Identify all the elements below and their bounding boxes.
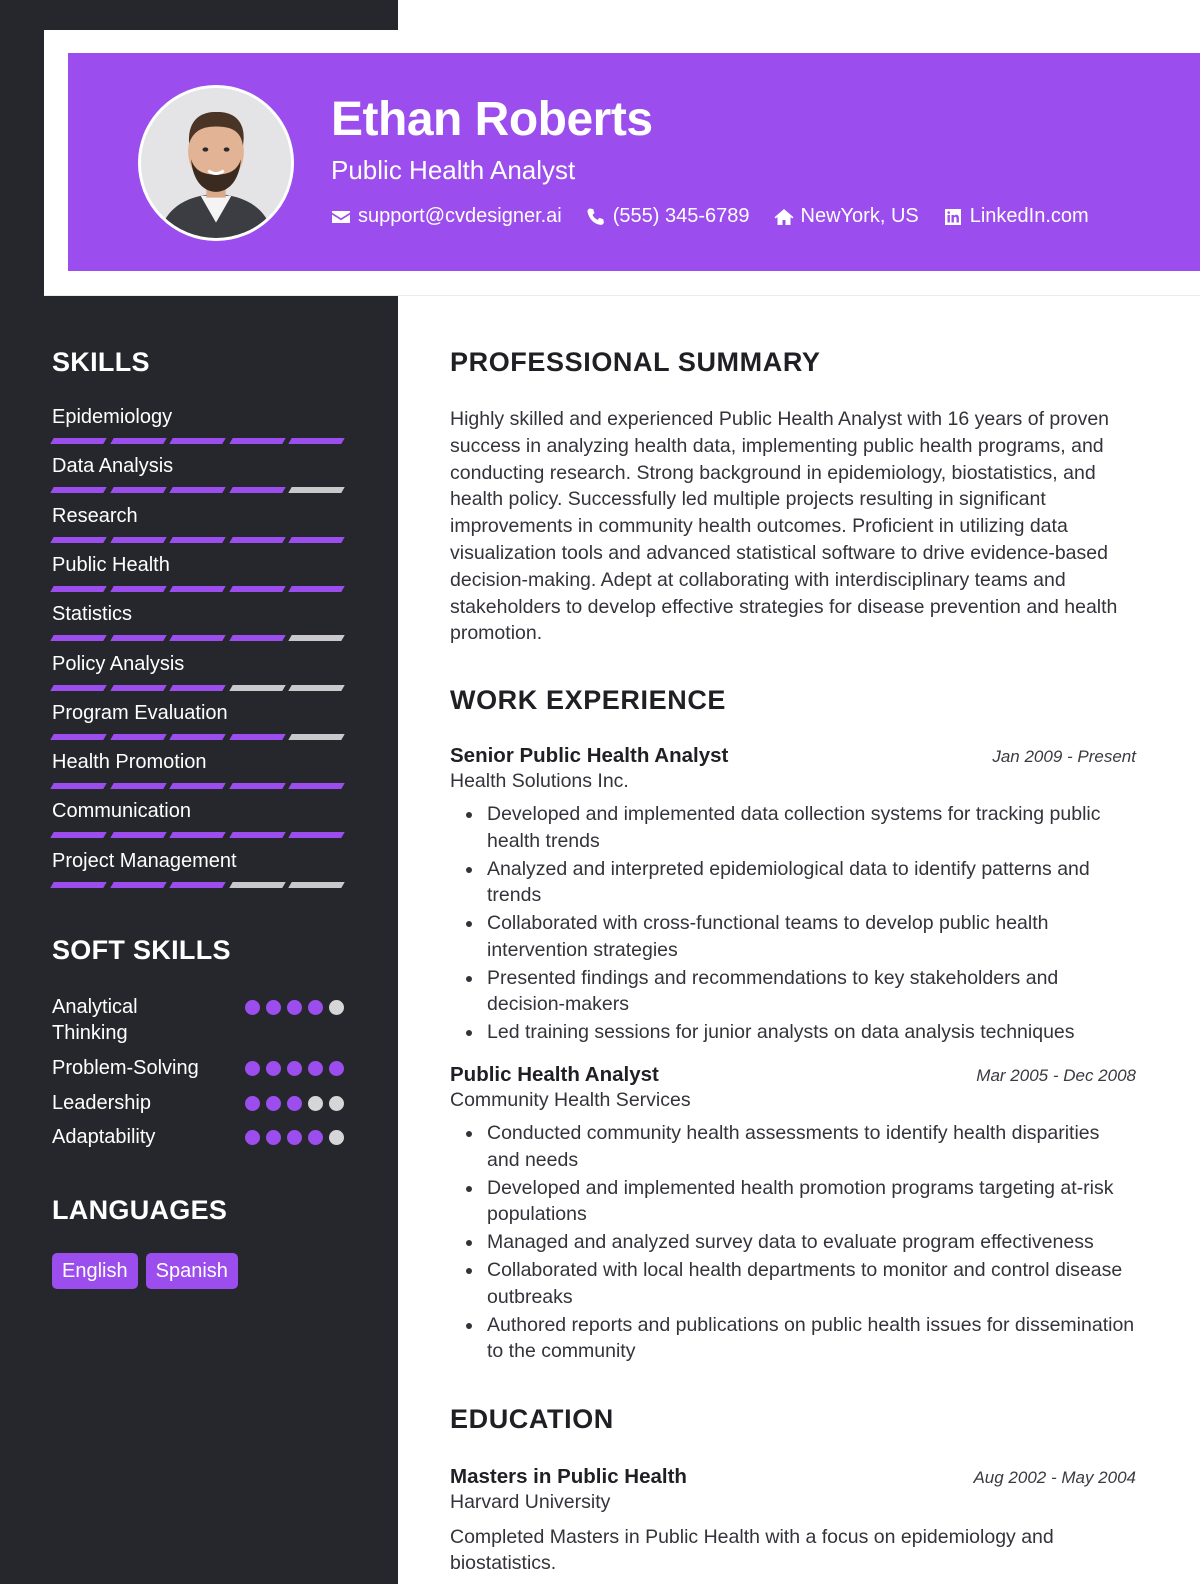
job-entry	[450, 1063, 1136, 1366]
rating-dot-filled	[329, 1061, 344, 1076]
skill-segment-filled	[110, 586, 166, 592]
rating-dot-filled	[266, 1061, 281, 1076]
skill-segment-filled	[229, 438, 285, 444]
soft-skill-item	[52, 1124, 344, 1150]
skill-segment-filled	[50, 487, 106, 493]
skill-segment-filled	[50, 783, 106, 789]
profile-photo	[138, 85, 294, 241]
soft-skills-heading: SOFT SKILLS	[52, 935, 231, 965]
skill-item	[52, 553, 344, 592]
skill-segment-empty	[289, 635, 345, 641]
skill-item	[52, 454, 344, 493]
skill-segment-empty	[229, 685, 285, 691]
rating-dot-filled	[266, 1000, 281, 1015]
skill-segment-filled	[169, 734, 225, 740]
skill-level-bar	[52, 438, 344, 444]
skill-segment-filled	[50, 685, 106, 691]
skill-segment-filled	[229, 586, 285, 592]
skill-segment-filled	[289, 438, 345, 444]
skill-item	[52, 504, 344, 543]
skill-segment-filled	[50, 438, 106, 444]
skill-segment-filled	[229, 783, 285, 789]
soft-skill-label: Leadership	[52, 1092, 151, 1114]
rating-dot-filled	[245, 1061, 260, 1076]
contact-email[interactable]	[331, 205, 562, 228]
skill-segment-filled	[169, 537, 225, 543]
skill-segment-filled	[110, 635, 166, 641]
skill-segment-filled	[110, 832, 166, 838]
candidate-name: Ethan Roberts	[331, 93, 653, 146]
skill-segment-empty	[289, 734, 345, 740]
skill-level-bar	[52, 487, 344, 493]
skill-label: Data Analysis	[52, 455, 174, 478]
contact-bar	[331, 205, 1113, 228]
skill-item	[52, 701, 344, 740]
skill-segment-filled	[50, 832, 106, 838]
job-company: Community Health Services	[450, 1089, 691, 1111]
skill-segment-filled	[289, 783, 345, 789]
skill-segment-filled	[50, 635, 106, 641]
candidate-title: Public Health Analyst	[331, 155, 576, 185]
language-badge: Spanish	[146, 1253, 238, 1289]
job-bullet: Analyzed and interpreted epidemiological data to identify patterns and trends	[464, 856, 1136, 909]
skill-label: Public Health	[52, 553, 170, 576]
skill-segment-filled	[110, 537, 166, 543]
skill-segment-filled	[289, 586, 345, 592]
skill-segment-filled	[169, 783, 225, 789]
rating-dot-filled	[308, 1000, 323, 1015]
skill-level-bar	[52, 685, 344, 691]
languages-heading: LANGUAGES	[52, 1195, 228, 1225]
rating-dot-filled	[308, 1130, 323, 1145]
skill-level-bar	[52, 586, 344, 592]
skill-segment-filled	[169, 438, 225, 444]
soft-skill-rating	[245, 1000, 344, 1046]
rating-dot-empty	[329, 1096, 344, 1111]
skill-level-bar	[52, 783, 344, 789]
job-bullet: Developed and implemented health promotion programs targeting at-risk populations	[464, 1175, 1136, 1228]
soft-skill-rating	[245, 1096, 344, 1116]
job-date: Jan 2009 - Present	[992, 747, 1136, 766]
education-date: Aug 2002 - May 2004	[973, 1468, 1136, 1487]
linkedin-icon	[943, 207, 963, 227]
skill-segment-filled	[110, 783, 166, 789]
contact-phone[interactable]	[586, 205, 750, 228]
skill-segment-filled	[229, 635, 285, 641]
skill-label: Policy Analysis	[52, 652, 185, 675]
job-bullets	[450, 801, 1136, 1046]
skill-segment-filled	[110, 685, 166, 691]
summary-text: Highly skilled and experienced Public Health Analyst with 16 years of proven success in analyzing health data, implementing public health programs, and conducting research. Strong background in epidemiology, biostatistics, and health policy. Successfully led multiple projects resulting in significant improvements in community health outcomes. Proficient in utilizing data visualization tools and advanced statistical software to drive evidence-based decision-making. Adept at collaborating with interdisciplinary teams and stakeholders to develop effective strategies for disease prevention and health promotion.	[450, 408, 1118, 645]
skill-item	[52, 652, 344, 691]
rating-dot-filled	[245, 1096, 260, 1111]
skill-segment-filled	[169, 685, 225, 691]
soft-skill-rating	[245, 1130, 344, 1150]
skill-label: Health Promotion	[52, 751, 207, 774]
skill-segment-filled	[229, 537, 285, 543]
skill-level-bar	[52, 882, 344, 888]
skill-level-bar	[52, 734, 344, 740]
rating-dot-empty	[308, 1096, 323, 1111]
contact-linkedin-text: LinkedIn.com	[969, 205, 1089, 227]
job-bullet: Presented findings and recommendations to key stakeholders and decision-makers	[464, 965, 1136, 1018]
contact-location-text: NewYork, US	[800, 205, 919, 227]
home-icon	[774, 207, 794, 227]
skill-segment-filled	[110, 438, 166, 444]
soft-skill-rating	[245, 1061, 344, 1081]
skill-label: Epidemiology	[52, 406, 173, 428]
soft-skill-label: Adaptability	[52, 1126, 156, 1148]
rating-dot-filled	[308, 1061, 323, 1076]
rating-dot-filled	[266, 1130, 281, 1145]
skill-segment-empty	[289, 685, 345, 691]
skill-segment-filled	[110, 882, 166, 888]
rating-dot-filled	[245, 1130, 260, 1145]
skill-level-bar	[52, 832, 344, 838]
profile-photo-image	[141, 88, 291, 238]
rating-dot-filled	[266, 1096, 281, 1111]
contact-phone-text: (555) 345-6789	[612, 205, 750, 227]
school-name: Harvard University	[450, 1491, 611, 1513]
envelope-icon	[331, 207, 351, 227]
education-description: Completed Masters in Public Health with a focus on epidemiology and biostatistics.	[450, 1526, 1054, 1574]
skill-label: Project Management	[52, 849, 237, 872]
skill-segment-filled	[50, 734, 106, 740]
skill-segment-empty	[289, 882, 345, 888]
education-heading: EDUCATION	[450, 1404, 614, 1434]
summary-heading: PROFESSIONAL SUMMARY	[450, 347, 821, 377]
skill-segment-filled	[289, 832, 345, 838]
job-bullet: Collaborated with local health departments to monitor and control disease outbreaks	[464, 1257, 1136, 1310]
education-entry	[450, 1465, 1136, 1576]
job-title: Senior Public Health Analyst	[450, 744, 729, 767]
skill-segment-filled	[110, 734, 166, 740]
skills-heading: SKILLS	[52, 347, 150, 377]
skill-segment-empty	[229, 882, 285, 888]
job-bullet: Collaborated with cross-functional teams to develop public health intervention strategies	[464, 910, 1136, 963]
skill-segment-filled	[229, 487, 285, 493]
job-bullets	[450, 1120, 1136, 1365]
skill-segment-filled	[229, 734, 285, 740]
skill-level-bar	[52, 537, 344, 543]
soft-skill-label: Problem-Solving	[52, 1057, 199, 1079]
contact-location	[774, 205, 919, 228]
skill-segment-filled	[169, 832, 225, 838]
skill-segment-filled	[50, 586, 106, 592]
skill-segment-filled	[110, 487, 166, 493]
contact-email-text: support@cvdesigner.ai	[358, 205, 562, 227]
skill-segment-filled	[50, 882, 106, 888]
soft-skill-item	[52, 1055, 344, 1081]
job-entry	[450, 744, 1136, 1047]
skill-label: Communication	[52, 800, 191, 823]
skill-segment-filled	[169, 882, 225, 888]
rating-dot-filled	[287, 1061, 302, 1076]
languages-list	[52, 1253, 238, 1289]
skill-segment-filled	[229, 832, 285, 838]
skill-item	[52, 405, 344, 444]
phone-icon	[586, 207, 606, 227]
skill-label: Program Evaluation	[52, 701, 228, 724]
language-badge: English	[52, 1253, 138, 1289]
rating-dot-filled	[287, 1096, 302, 1111]
experience-heading: WORK EXPERIENCE	[450, 685, 727, 715]
rating-dot-empty	[329, 1000, 344, 1015]
skill-segment-filled	[289, 537, 345, 543]
skill-item	[52, 750, 344, 789]
job-bullet: Managed and analyzed survey data to evaluate program effectiveness	[464, 1229, 1136, 1256]
skill-item	[52, 602, 344, 641]
soft-skill-item	[52, 1090, 344, 1116]
job-bullet: Led training sessions for junior analysts on data analysis techniques	[464, 1019, 1136, 1046]
job-date: Mar 2005 - Dec 2008	[976, 1066, 1136, 1085]
job-title: Public Health Analyst	[450, 1063, 659, 1086]
job-bullet: Conducted community health assessments to identify health disparities and needs	[464, 1120, 1136, 1173]
skill-segment-filled	[169, 586, 225, 592]
skill-label: Research	[52, 504, 138, 527]
rating-dot-empty	[329, 1130, 344, 1145]
rating-dot-filled	[287, 1000, 302, 1015]
job-bullet: Developed and implemented data collection systems for tracking public health trends	[464, 801, 1136, 854]
skill-item	[52, 849, 344, 888]
contact-linkedin[interactable]	[943, 205, 1089, 228]
degree-title: Masters in Public Health	[450, 1465, 687, 1488]
skill-segment-filled	[50, 537, 106, 543]
job-bullet: Authored reports and publications on public health issues for dissemination to the community	[464, 1312, 1136, 1365]
job-company: Health Solutions Inc.	[450, 770, 629, 792]
skill-level-bar	[52, 635, 344, 641]
skill-label: Statistics	[52, 603, 133, 626]
skill-segment-empty	[289, 487, 345, 493]
rating-dot-filled	[287, 1130, 302, 1145]
skill-segment-filled	[169, 487, 225, 493]
soft-skill-label: Analytical Thinking	[52, 996, 138, 1044]
soft-skill-item	[52, 994, 344, 1046]
skill-item	[52, 799, 344, 838]
skill-segment-filled	[169, 635, 225, 641]
rating-dot-filled	[245, 1000, 260, 1015]
